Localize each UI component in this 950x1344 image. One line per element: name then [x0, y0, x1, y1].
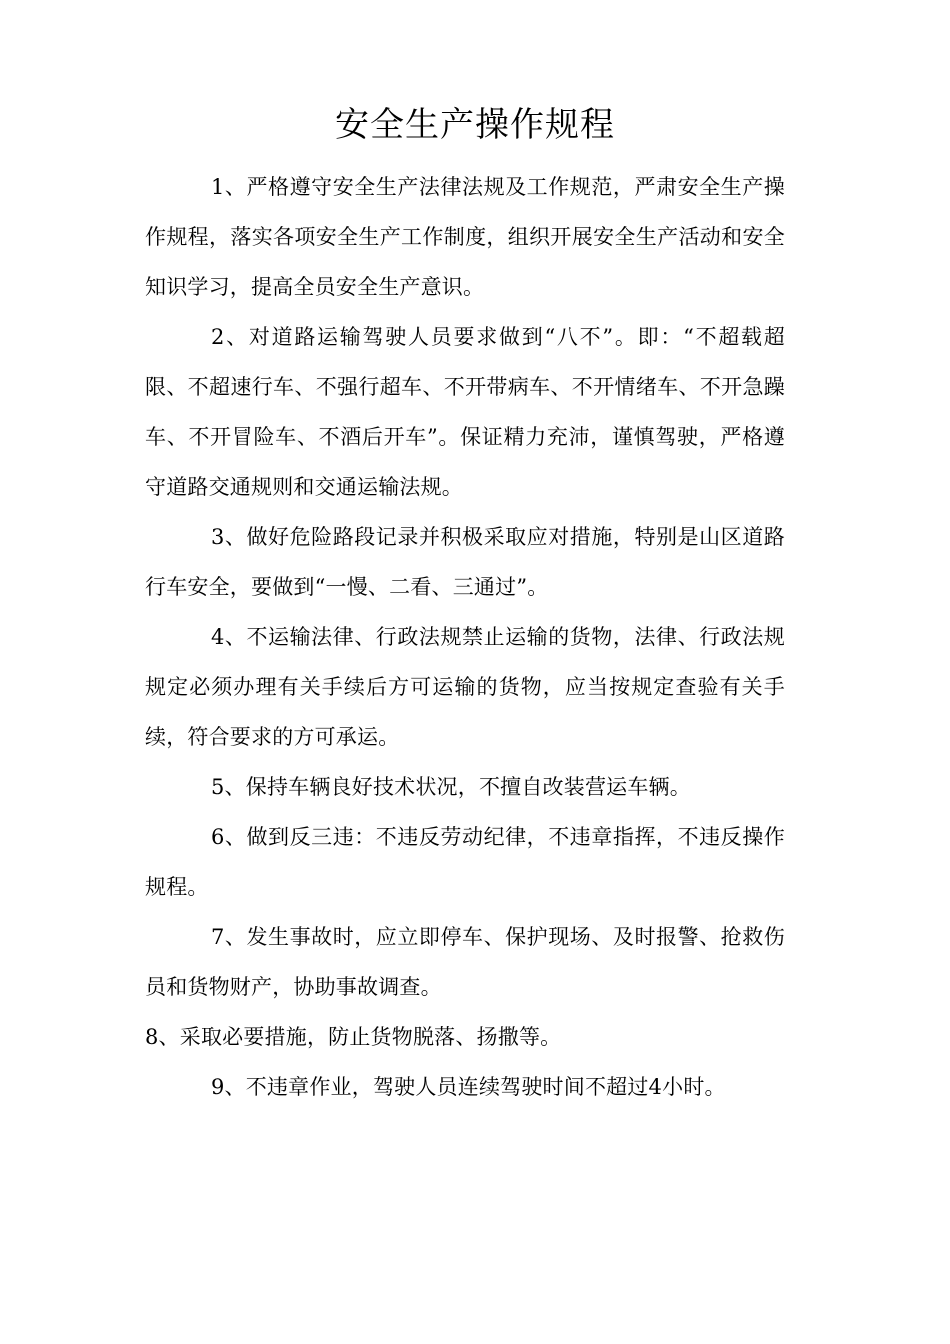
paragraph-8: 8、采取必要措施，防止货物脱落、扬撒等。 — [145, 1025, 562, 1049]
paragraph-4: 4、不运输法律、行政法规禁止运输的货物，法律、行政法规规定必须办理有关手续后方可运输的货物，应当按规定查验有关手续，符合要求的方可承运。 — [145, 625, 785, 749]
document-body — [145, 162, 785, 1112]
paragraph-7: 7、发生事故时，应立即停车、保护现场、及时报警、抢救伤员和货物财产，协助事故调查。 — [145, 925, 785, 999]
paragraph-5: 5、保持车辆良好技术状况，不擅自改装营运车辆。 — [211, 775, 691, 799]
paragraph-2: 2、对道路运输驾驶人员要求做到“八不”。即：“不超载超限、不超速行车、不强行超车、不开带病车、不开情绪车、不开急躁车、不开冒险车、不酒后开车”。保证精力充沛，谨慎驾驶，严格遵守道路交通规则和交通运输法规。 — [145, 325, 785, 499]
document-title: 安全生产操作规程 — [335, 105, 615, 145]
paragraph-1: 1、严格遵守安全生产法律法规及工作规范，严肃安全生产操作规程，落实各项安全生产工作制度，组织开展安全生产活动和安全知识学习，提高全员安全生产意识。 — [145, 175, 785, 299]
paragraph-9: 9、不违章作业，驾驶人员连续驾驶时间不超过4小时。 — [211, 1075, 726, 1099]
paragraph-3: 3、做好危险路段记录并积极采取应对措施，特别是山区道路行车安全，要做到“一慢、二看、三通过”。 — [145, 525, 785, 599]
paragraph-6: 6、做到反三违：不违反劳动纪律，不违章指挥，不违反操作规程。 — [145, 825, 785, 899]
